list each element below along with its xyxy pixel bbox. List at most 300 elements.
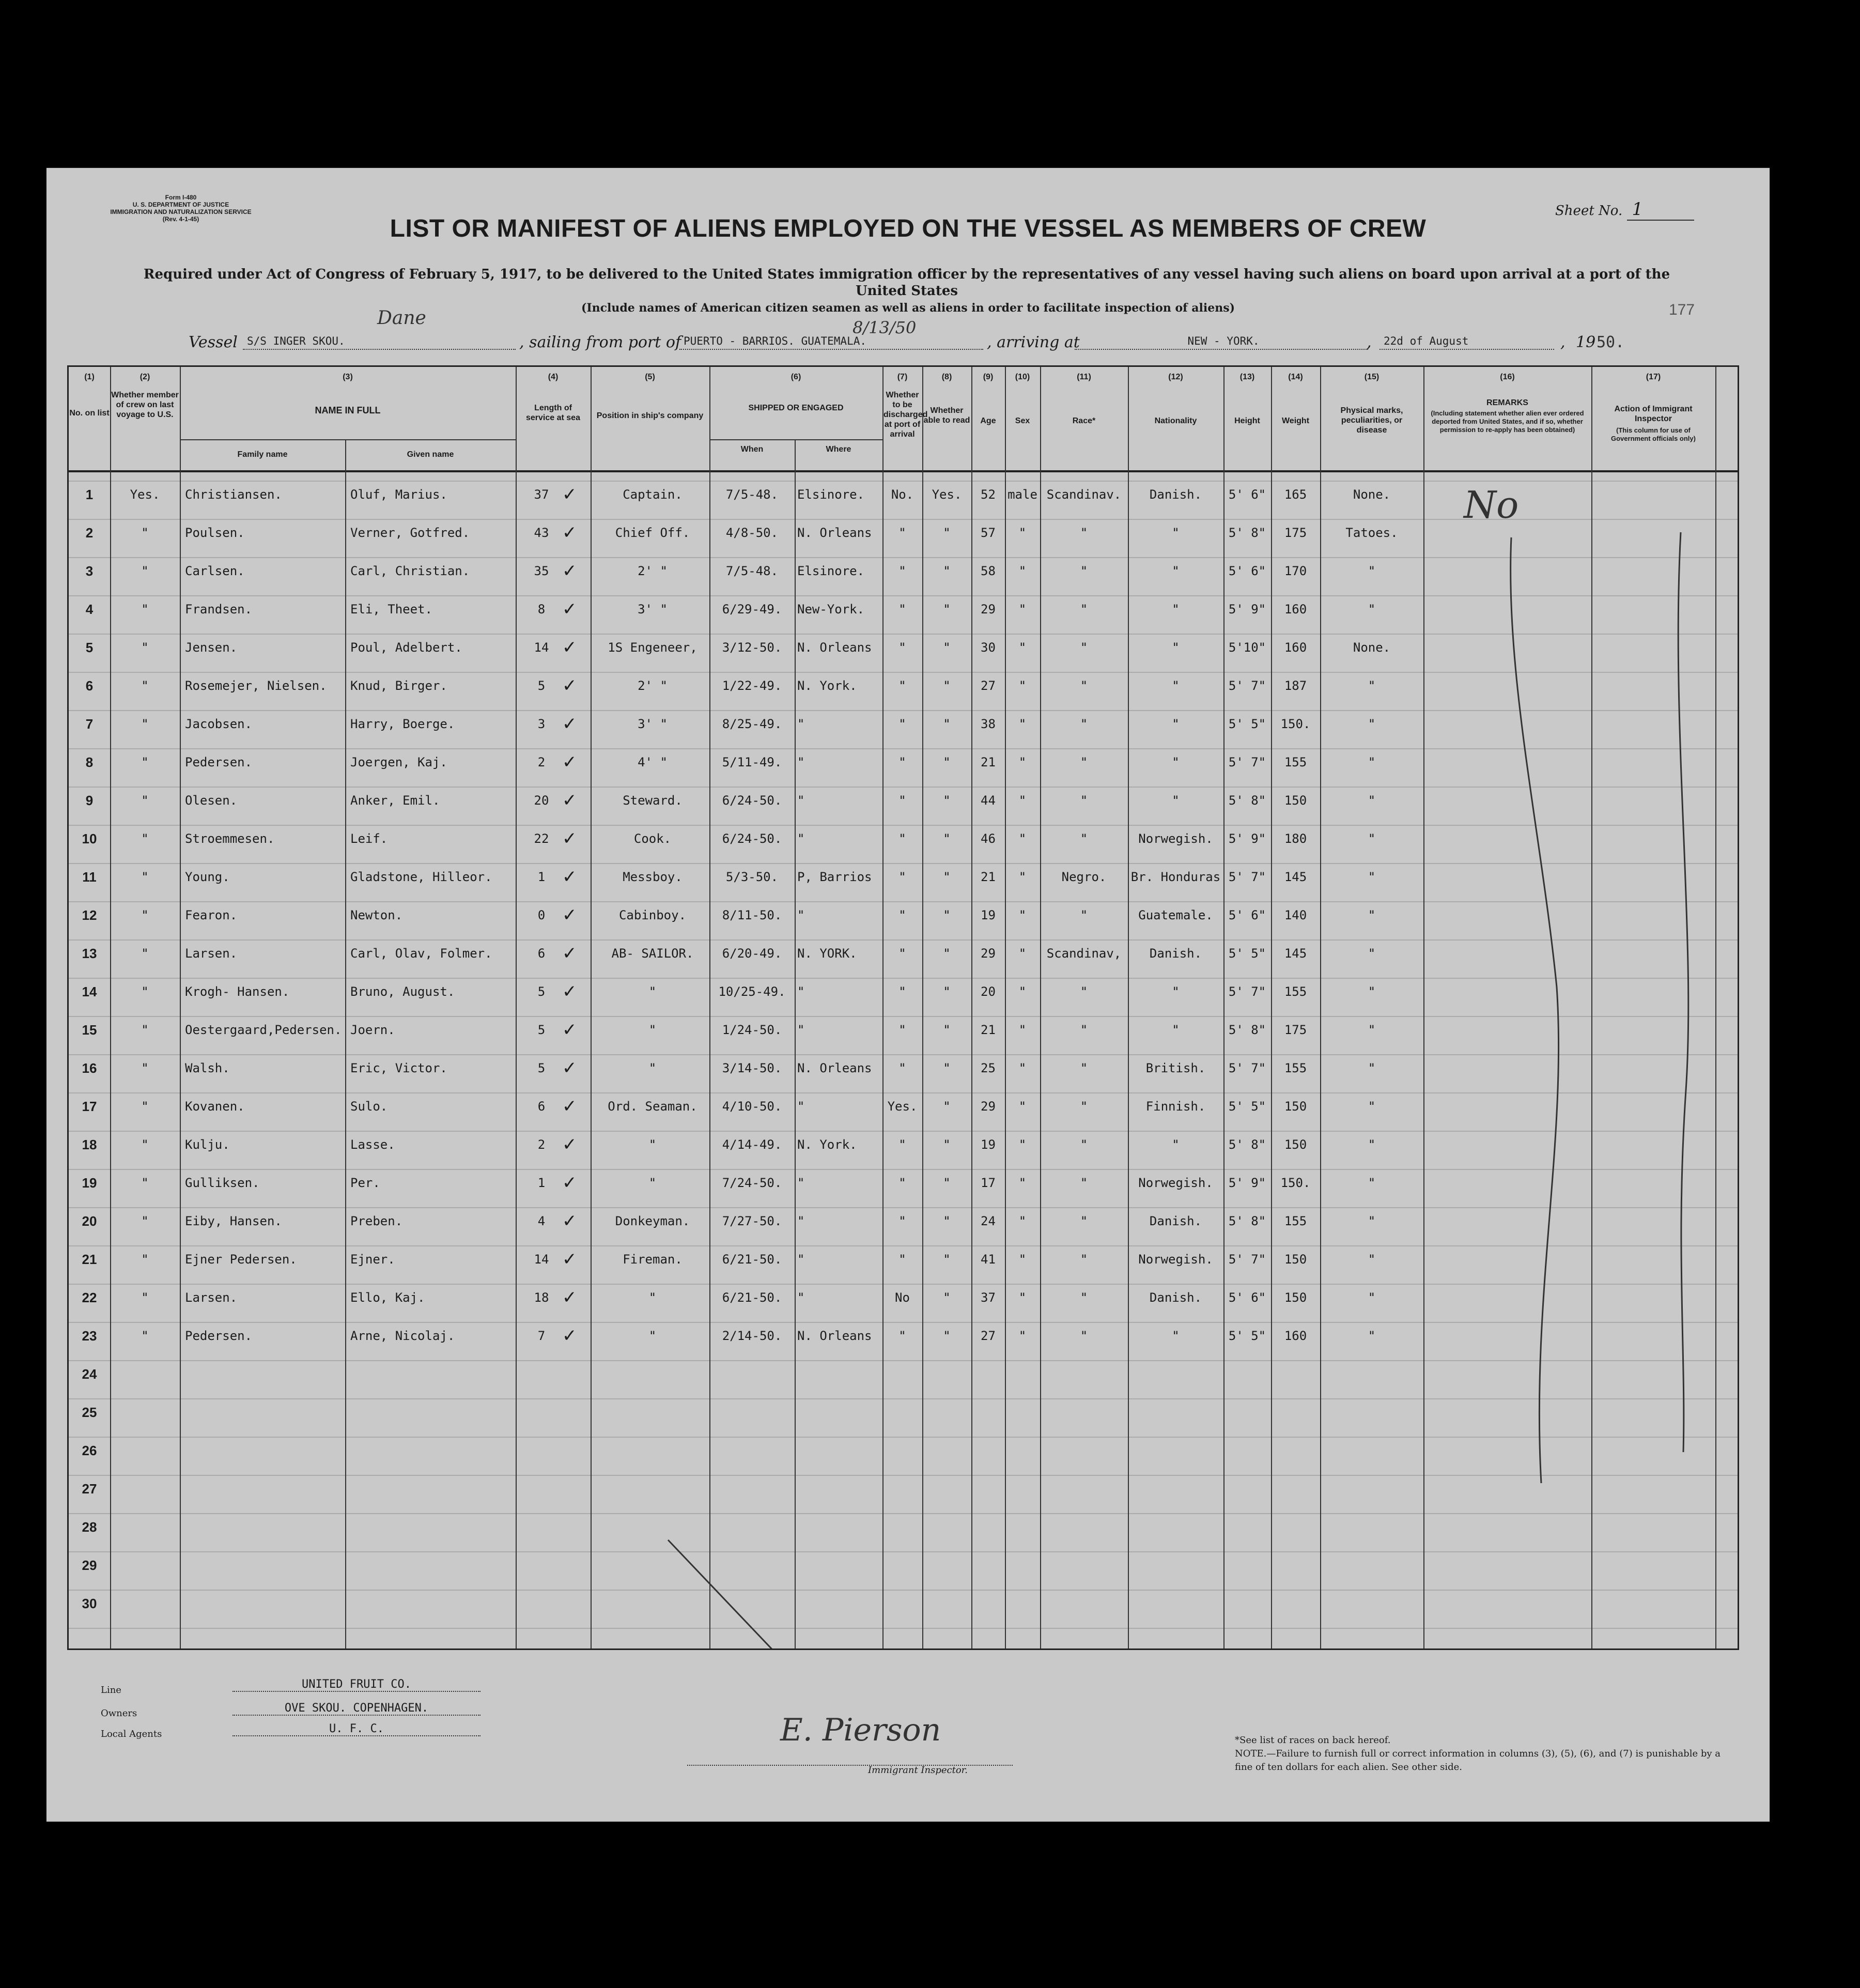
shipped-where-cell: N. Orleans <box>797 640 872 655</box>
height-cell: 5' 9" <box>1228 831 1266 846</box>
shipped-when-cell: 6/29-49. <box>722 602 782 617</box>
service-length-cell: 8 <box>537 602 546 617</box>
physical-marks-cell: Tatoes. <box>1345 526 1398 540</box>
sailing-label: , sailing from port of <box>519 333 681 351</box>
service-length-cell: 22 <box>534 831 549 846</box>
service-length-cell: 5 <box>537 984 546 999</box>
shipped-where-cell: " <box>797 755 805 769</box>
col14-label: Weight <box>1281 417 1310 425</box>
discharged-cell: Yes. <box>887 1099 918 1114</box>
shipped-when-cell: 5/11-49. <box>722 755 782 769</box>
family-name-cell: Jacobsen. <box>185 717 253 731</box>
col9-no: (9) <box>983 373 994 381</box>
age-cell: 37 <box>981 1290 996 1305</box>
shipped-when-cell: 7/27-50. <box>722 1214 782 1228</box>
check-mark-icon: ✓ <box>562 484 577 505</box>
nationality-cell: Danish. <box>1149 1290 1202 1305</box>
height-cell: 5' 8" <box>1228 1023 1266 1037</box>
nationality-cell: Norwegish. <box>1138 1252 1213 1267</box>
sex-cell: " <box>1018 870 1027 884</box>
check-mark-icon: ✓ <box>562 561 577 581</box>
height-cell: 5' 7" <box>1228 1061 1266 1075</box>
discharged-cell: " <box>898 526 906 540</box>
arrival-date: 22d of August <box>1380 333 1554 350</box>
race-cell: Scandinav, <box>1046 946 1122 961</box>
check-mark-icon: ✓ <box>562 1326 577 1346</box>
col12-label: Nationality <box>1154 417 1197 425</box>
height-cell: 5' 6" <box>1228 1290 1266 1305</box>
given-name-cell: Preben. <box>350 1214 403 1228</box>
position-cell: " <box>648 1061 657 1075</box>
age-cell: 21 <box>981 755 996 769</box>
position-cell: 3' " <box>638 717 668 731</box>
position-cell: AB- SAILOR. <box>611 946 694 961</box>
family-name-cell: Christiansen. <box>185 487 282 502</box>
age-cell: 19 <box>981 1137 996 1152</box>
race-footnote: *See list of races on back hereof. <box>1235 1735 1391 1746</box>
able-to-read-cell: " <box>943 640 951 655</box>
page-title: LIST OR MANIFEST OF ALIENS EMPLOYED ON THE VESSEL AS MEMBERS OF CREW <box>390 215 1427 242</box>
position-cell: Captain. <box>623 487 683 502</box>
shipped-where-cell: " <box>797 1252 805 1267</box>
height-cell: 5' 5" <box>1228 1099 1266 1114</box>
able-to-read-cell: " <box>943 908 951 922</box>
inclusion-note: (Include names of American citizen seamen as well as aliens in order to facilitate inspection of aliens) <box>581 301 1235 315</box>
physical-marks-cell: " <box>1368 908 1376 922</box>
shipped-when-cell: 2/14-50. <box>722 1329 782 1343</box>
shipped-where-cell: Elsinore. <box>797 564 865 578</box>
nationality-cell: " <box>1172 1137 1180 1152</box>
height-cell: 5' 6" <box>1228 487 1266 502</box>
able-to-read-cell: " <box>943 870 951 884</box>
physical-marks-cell: " <box>1368 1099 1376 1114</box>
age-cell: 41 <box>981 1252 996 1267</box>
inspector-label: Immigrant Inspector. <box>868 1765 968 1776</box>
col7-no: (7) <box>897 373 908 381</box>
given-name-cell: Sulo. <box>350 1099 388 1114</box>
footnotes <box>1235 1734 1726 1774</box>
family-name-cell: Poulsen. <box>185 526 245 540</box>
able-to-read-cell: " <box>943 526 951 540</box>
service-length-cell: 4 <box>537 1214 546 1228</box>
nationality-cell: " <box>1172 717 1180 731</box>
crew-last-voyage-cell: " <box>141 717 149 731</box>
family-name-cell: Pedersen. <box>185 1329 253 1343</box>
sailing-port: PUERTO - BARRIOS. GUATEMALA. <box>679 333 983 350</box>
shipped-where-cell: Elsinore. <box>797 487 865 502</box>
crew-last-voyage-cell: " <box>141 984 149 999</box>
crew-last-voyage-cell: " <box>141 1137 149 1152</box>
given-name-cell: Verner, Gotfred. <box>350 526 470 540</box>
position-cell: Donkeyman. <box>615 1214 690 1228</box>
sex-cell: " <box>1018 602 1027 617</box>
shipped-where-cell: " <box>797 1290 805 1305</box>
check-mark-icon: ✓ <box>562 1249 577 1270</box>
row-number-cell: 13 <box>82 946 97 961</box>
shipped-when-cell: 8/11-50. <box>722 908 782 922</box>
weight-cell: 140 <box>1284 908 1307 922</box>
age-cell: 25 <box>981 1061 996 1075</box>
shipped-when-cell: 3/12-50. <box>722 640 782 655</box>
family-name-cell: Larsen. <box>185 946 238 961</box>
position-cell: Cook. <box>633 831 672 846</box>
form-number: Form I-480 <box>165 194 197 201</box>
shipped-where-cell: N. York. <box>797 679 857 693</box>
service-length-cell: 18 <box>534 1290 549 1305</box>
physical-marks-cell: " <box>1368 717 1376 731</box>
able-to-read-cell: " <box>943 1137 951 1152</box>
check-mark-icon: ✓ <box>562 1287 577 1308</box>
race-cell: " <box>1080 526 1088 540</box>
line-label: Line <box>101 1685 121 1696</box>
crew-last-voyage-cell: " <box>141 908 149 922</box>
row-number-cell: 26 <box>82 1443 97 1458</box>
crew-manifest-table <box>67 365 1739 1650</box>
crew-last-voyage-cell: " <box>141 1061 149 1075</box>
able-to-read-cell: " <box>943 984 951 999</box>
height-cell: 5' 9" <box>1228 1176 1266 1190</box>
remarks-handwritten: No <box>1464 483 1519 527</box>
owners-value: OVE SKOU. COPENHAGEN. <box>233 1702 481 1716</box>
given-name-cell: Anker, Emil. <box>350 793 440 808</box>
discharged-cell: " <box>898 602 906 617</box>
sex-cell: " <box>1018 1061 1027 1075</box>
able-to-read-cell: " <box>943 1214 951 1228</box>
crew-last-voyage-cell: " <box>141 564 149 578</box>
col11-no: (11) <box>1077 373 1091 381</box>
weight-cell: 170 <box>1284 564 1307 578</box>
shipped-when-cell: 6/20-49. <box>722 946 782 961</box>
check-mark-icon: ✓ <box>562 675 577 696</box>
weight-cell: 155 <box>1284 1061 1307 1075</box>
check-mark-icon: ✓ <box>562 714 577 734</box>
physical-marks-cell: " <box>1368 1176 1376 1190</box>
row-number-cell: 7 <box>85 716 94 732</box>
given-name-cell: Eli, Theet. <box>350 602 432 617</box>
sex-cell: " <box>1018 679 1027 693</box>
given-name-cell: Carl, Olav, Folmer. <box>350 946 492 961</box>
row-number-cell: 1 <box>85 487 94 502</box>
col15-no: (15) <box>1364 373 1380 381</box>
height-cell: 5' 7" <box>1228 984 1266 999</box>
shipped-where-cell: N. Orleans <box>797 1061 872 1075</box>
row-number-cell: 19 <box>82 1175 97 1191</box>
col16-no: (16) <box>1500 373 1515 381</box>
line-value: UNITED FRUIT CO. <box>233 1678 481 1692</box>
sex-cell: " <box>1018 1137 1027 1152</box>
row-number-cell: 27 <box>82 1481 97 1497</box>
check-mark-icon: ✓ <box>562 1173 577 1193</box>
given-name-cell: Harry, Boerge. <box>350 717 455 731</box>
nationality-cell: Danish. <box>1149 1214 1202 1228</box>
row-number-cell: 16 <box>82 1060 97 1076</box>
check-mark-icon: ✓ <box>562 1096 577 1117</box>
weight-cell: 150 <box>1284 793 1307 808</box>
check-mark-icon: ✓ <box>562 828 577 849</box>
family-name-cell: Olesen. <box>185 793 238 808</box>
col13-label: Height <box>1234 417 1260 425</box>
shipped-where-cell: " <box>797 793 805 808</box>
race-cell: " <box>1080 1252 1088 1267</box>
col11-label: Race* <box>1072 417 1096 425</box>
given-name-cell: Ello, Kaj. <box>350 1290 425 1305</box>
year-suffix: 50. <box>1597 333 1625 351</box>
row-number-cell: 25 <box>82 1405 97 1420</box>
row-number-cell: 12 <box>82 907 97 923</box>
race-cell: " <box>1080 1329 1088 1343</box>
row-number-cell: 14 <box>82 984 97 999</box>
family-name-cell: Frandsen. <box>185 602 253 617</box>
col16-sub: (Including statement whether alien ever ordered deported from United States, and if so, whether permission to re-apply has been obtained) <box>1431 409 1584 434</box>
nationality-cell: Danish. <box>1149 946 1202 961</box>
sex-cell: " <box>1018 908 1027 922</box>
able-to-read-cell: " <box>943 1176 951 1190</box>
discharged-cell: " <box>898 1023 906 1037</box>
col12-no: (12) <box>1168 373 1183 381</box>
age-cell: 38 <box>981 717 996 731</box>
check-mark-icon: ✓ <box>562 867 577 887</box>
height-cell: 5' 6" <box>1228 564 1266 578</box>
col5-no: (5) <box>645 373 655 381</box>
age-cell: 21 <box>981 1023 996 1037</box>
family-name-cell: Young. <box>185 870 230 884</box>
physical-marks-cell: " <box>1368 602 1376 617</box>
row-number-cell: 21 <box>82 1252 97 1267</box>
row-number-cell: 23 <box>82 1328 97 1344</box>
service-length-cell: 5 <box>537 679 546 693</box>
sex-cell: " <box>1018 1176 1027 1190</box>
shipped-where-cell: N. YORK. <box>797 946 857 961</box>
age-cell: 57 <box>981 526 996 540</box>
physical-marks-cell: " <box>1368 1290 1376 1305</box>
service-length-cell: 14 <box>534 640 549 655</box>
crew-last-voyage-cell: " <box>141 1329 149 1343</box>
race-cell: " <box>1080 1214 1088 1228</box>
shipped-where-cell: P, Barrios <box>797 870 872 884</box>
age-cell: 52 <box>981 487 996 502</box>
row-number-cell: 30 <box>82 1596 97 1611</box>
shipped-where-cell: New-York. <box>797 602 865 617</box>
weight-cell: 187 <box>1284 679 1307 693</box>
sheet-value: 1 <box>1627 199 1694 221</box>
able-to-read-cell: " <box>943 755 951 769</box>
given-name-cell: Arne, Nicolaj. <box>350 1329 455 1343</box>
shipped-when-cell: 4/14-49. <box>722 1137 782 1152</box>
sex-cell: " <box>1018 755 1027 769</box>
nationality-cell: " <box>1172 564 1180 578</box>
race-cell: " <box>1080 1023 1088 1037</box>
col2-label: Whether member of crew on last voyage to U.S. <box>111 391 179 419</box>
service-length-cell: 37 <box>534 487 549 502</box>
col3-label: NAME IN FULL <box>315 405 381 415</box>
weight-cell: 150 <box>1284 1290 1307 1305</box>
weight-cell: 165 <box>1284 487 1307 502</box>
sex-cell: male <box>1008 487 1037 502</box>
check-mark-icon: ✓ <box>562 599 577 620</box>
age-cell: 19 <box>981 908 996 922</box>
discharged-cell: " <box>898 870 906 884</box>
height-cell: 5' 7" <box>1228 870 1266 884</box>
col6-when: When <box>740 445 764 454</box>
given-name-cell: Per. <box>350 1176 380 1190</box>
race-cell: " <box>1080 793 1088 808</box>
position-cell: 2' " <box>638 564 668 578</box>
height-cell: 5' 5" <box>1228 946 1266 961</box>
service-length-cell: 1 <box>537 1176 546 1190</box>
col6-label: SHIPPED OR ENGAGED <box>748 404 844 412</box>
race-cell: " <box>1080 831 1088 846</box>
age-cell: 21 <box>981 870 996 884</box>
service-length-cell: 20 <box>534 793 549 808</box>
race-cell: " <box>1080 1176 1088 1190</box>
height-cell: 5' 8" <box>1228 793 1266 808</box>
sex-cell: " <box>1018 946 1027 961</box>
shipped-when-cell: 7/5-48. <box>725 564 779 578</box>
row-number-cell: 28 <box>82 1519 97 1535</box>
discharged-cell: " <box>898 1329 906 1343</box>
height-cell: 5' 8" <box>1228 1214 1266 1228</box>
sex-cell: " <box>1018 1252 1027 1267</box>
able-to-read-cell: " <box>943 831 951 846</box>
col16-label: REMARKS <box>1486 398 1528 407</box>
position-cell: Steward. <box>623 793 683 808</box>
nationality-cell: " <box>1172 793 1180 808</box>
position-cell: " <box>648 1290 657 1305</box>
race-cell: " <box>1080 908 1088 922</box>
service-length-cell: 3 <box>537 717 546 731</box>
weight-cell: 150. <box>1280 717 1311 731</box>
service-length-cell: 35 <box>534 564 549 578</box>
service: IMMIGRATION AND NATURALIZATION SERVICE <box>110 208 252 215</box>
weight-cell: 160 <box>1284 1329 1307 1343</box>
physical-marks-cell: " <box>1368 1023 1376 1037</box>
nationality-cell: Br. Honduras <box>1130 870 1221 884</box>
crew-last-voyage-cell: " <box>141 679 149 693</box>
race-cell: " <box>1080 717 1088 731</box>
check-mark-icon: ✓ <box>562 790 577 811</box>
col2-no: (2) <box>140 373 150 381</box>
handwritten-marks <box>69 367 1738 1648</box>
weight-cell: 155 <box>1284 984 1307 999</box>
check-mark-icon: ✓ <box>562 905 577 926</box>
race-cell: " <box>1080 1099 1088 1114</box>
check-mark-icon: ✓ <box>562 1020 577 1040</box>
vessel-name: S/S INGER SKOU. <box>243 333 516 350</box>
position-cell: 4' " <box>638 755 668 769</box>
crew-last-voyage-cell: " <box>141 1023 149 1037</box>
age-cell: 29 <box>981 602 996 617</box>
sex-cell: " <box>1018 1329 1027 1343</box>
age-cell: 27 <box>981 1329 996 1343</box>
col17-label: Action of Immigrant Inspector <box>1614 405 1693 423</box>
service-length-cell: 7 <box>537 1329 546 1343</box>
position-cell: Cabinboy. <box>618 908 687 922</box>
shipped-where-cell: " <box>797 984 805 999</box>
col4-label: Length of service at sea <box>526 404 580 422</box>
col7-label: Whether to be discharged at port of arrival <box>884 391 928 439</box>
vessel-handwritten: Dane <box>377 307 426 329</box>
position-cell: Messboy. <box>623 870 683 884</box>
discharged-cell: No <box>895 1290 910 1305</box>
agents-value: U. F. C. <box>233 1722 481 1736</box>
age-cell: 29 <box>981 1099 996 1114</box>
col6-no: (6) <box>791 373 801 381</box>
family-name-cell: Eiby, Hansen. <box>185 1214 282 1228</box>
weight-cell: 150 <box>1284 1099 1307 1114</box>
row-number-cell: 3 <box>85 563 94 579</box>
height-cell: 5' 7" <box>1228 679 1266 693</box>
col3-no: (3) <box>343 373 353 381</box>
crew-last-voyage-cell: " <box>141 526 149 540</box>
year-prefix: 19 <box>1576 333 1596 351</box>
row-number-cell: 20 <box>82 1213 97 1229</box>
physical-marks-cell: " <box>1368 984 1376 999</box>
nationality-cell: " <box>1172 679 1180 693</box>
row-number-cell: 2 <box>85 525 94 541</box>
shipped-where-cell: " <box>797 1023 805 1037</box>
sex-cell: " <box>1018 564 1027 578</box>
able-to-read-cell: " <box>943 602 951 617</box>
agents-label: Local Agents <box>101 1729 162 1739</box>
shipped-where-cell: N. Orleans <box>797 1329 872 1343</box>
physical-marks-cell: " <box>1368 831 1376 846</box>
family-name-cell: Stroemmesen. <box>185 831 275 846</box>
able-to-read-cell: " <box>943 1061 951 1075</box>
position-cell: Fireman. <box>623 1252 683 1267</box>
discharged-cell: " <box>898 908 906 922</box>
physical-marks-cell: " <box>1368 755 1376 769</box>
family-name-cell: Jensen. <box>185 640 238 655</box>
sex-cell: " <box>1018 984 1027 999</box>
col14-no: (14) <box>1288 373 1303 381</box>
discharged-cell: " <box>898 1214 906 1228</box>
discharged-cell: " <box>898 1176 906 1190</box>
physical-marks-cell: " <box>1368 793 1376 808</box>
family-name-cell: Fearon. <box>185 908 238 922</box>
shipped-when-cell: 5/3-50. <box>725 870 779 884</box>
weight-cell: 160 <box>1284 640 1307 655</box>
able-to-read-cell: " <box>943 1290 951 1305</box>
nationality-cell: Guatemale. <box>1138 908 1213 922</box>
shipped-when-cell: 10/25-49. <box>718 984 786 999</box>
nationality-cell: Norwegish. <box>1138 831 1213 846</box>
family-name-cell: Carlsen. <box>185 564 245 578</box>
crew-last-voyage-cell: " <box>141 946 149 961</box>
check-mark-icon: ✓ <box>562 943 577 964</box>
sex-cell: " <box>1018 1290 1027 1305</box>
able-to-read-cell: " <box>943 717 951 731</box>
discharged-cell: " <box>898 717 906 731</box>
nationality-cell: " <box>1172 984 1180 999</box>
shipped-where-cell: " <box>797 1176 805 1190</box>
discharged-cell: " <box>898 1252 906 1267</box>
shipped-where-cell: N. York. <box>797 1137 857 1152</box>
discharged-cell: " <box>898 564 906 578</box>
nationality-cell: " <box>1172 526 1180 540</box>
shipped-when-cell: 1/22-49. <box>722 679 782 693</box>
crew-last-voyage-cell: Yes. <box>130 487 160 502</box>
service-length-cell: 1 <box>537 870 546 884</box>
height-cell: 5' 5" <box>1228 717 1266 731</box>
row-number-cell: 11 <box>82 869 97 885</box>
col1-no: (1) <box>84 373 95 381</box>
check-mark-icon: ✓ <box>562 522 577 543</box>
physical-marks-cell: None. <box>1353 487 1391 502</box>
able-to-read-cell: " <box>943 1099 951 1114</box>
sex-cell: " <box>1018 1214 1027 1228</box>
crew-last-voyage-cell: " <box>141 1176 149 1190</box>
height-cell: 5' 7" <box>1228 755 1266 769</box>
